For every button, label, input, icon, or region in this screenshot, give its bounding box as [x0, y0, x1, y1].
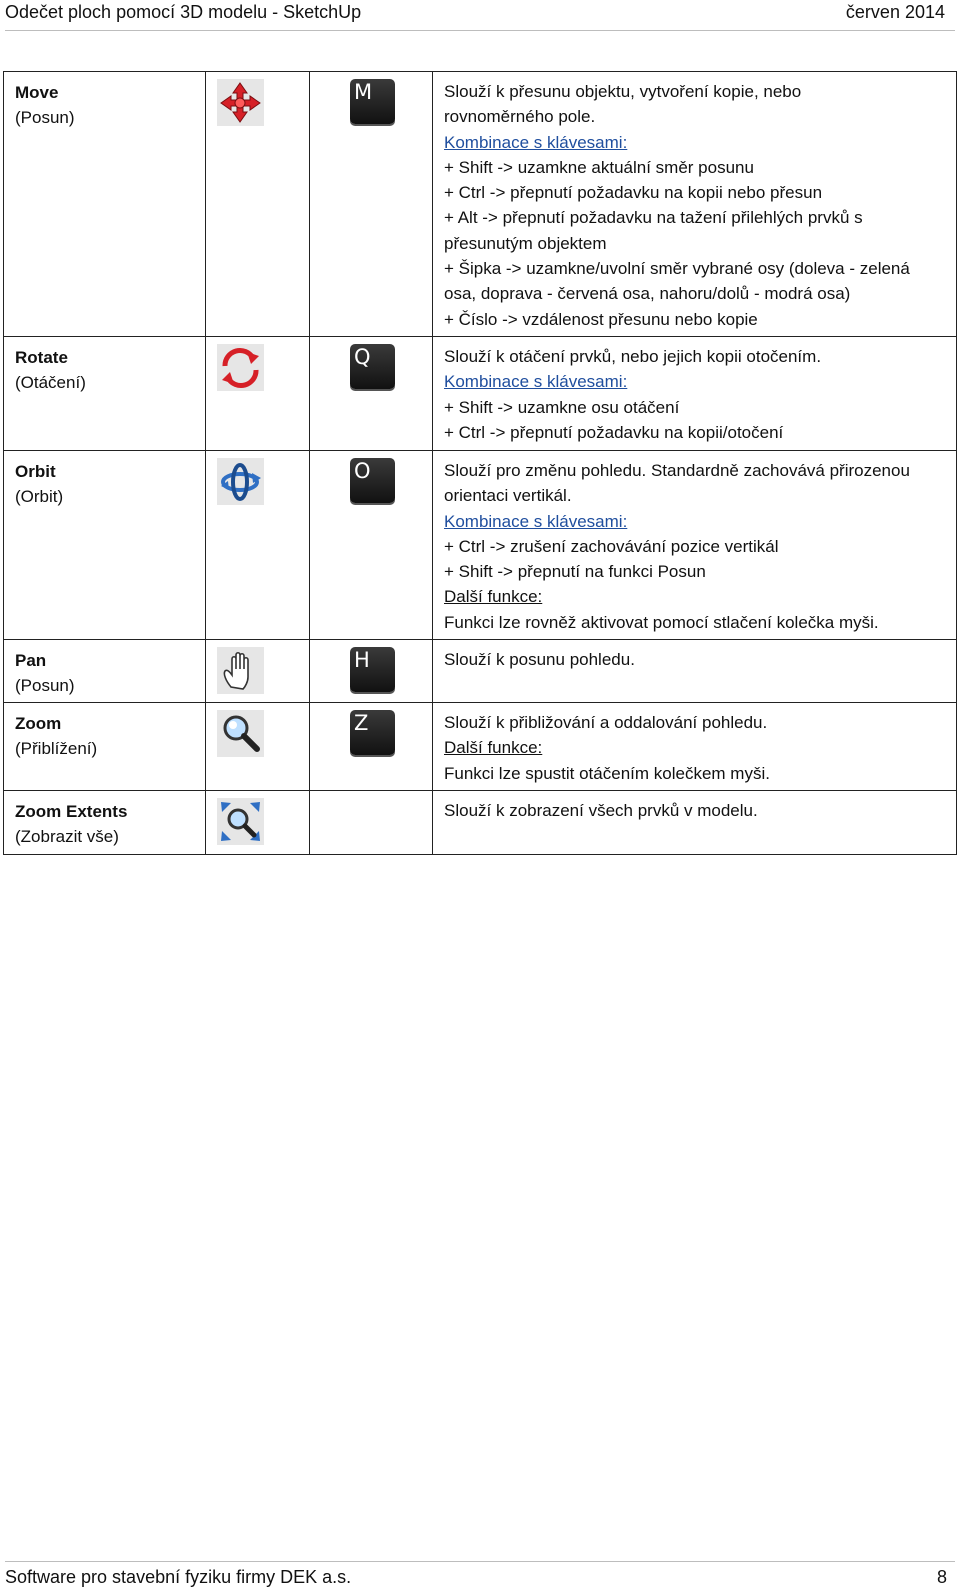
tool-description — [433, 336, 957, 450]
tool-icon-cell — [206, 450, 310, 639]
description-line: + Shift -> přepnutí na funkci Posun — [444, 562, 706, 582]
description-heading: Kombinace s klávesami: — [444, 132, 628, 152]
description-line: orientaci vertikál. — [444, 486, 572, 506]
tool-alias: (Zobrazit vše) — [15, 827, 119, 847]
table-row — [4, 336, 957, 450]
tool-alias: (Posun) — [15, 108, 75, 127]
tool-alias: (Otáčení) — [15, 372, 86, 392]
tool-icon-cell — [206, 703, 310, 791]
table-row — [4, 703, 957, 791]
shortcut-key-cell — [310, 791, 433, 855]
description-line: osa, doprava - červená osa, nahoru/dolů - modrá osa) — [444, 284, 851, 304]
description-line: Slouží pro změnu pohledu. Standardně zachovává přirozenou — [444, 460, 910, 480]
magnifier-icon — [217, 710, 264, 757]
tool-name-cell — [4, 72, 206, 337]
keyboard-key-icon: Q — [350, 344, 395, 389]
tool-name-cell — [4, 791, 206, 855]
description-line: + Číslo -> vzdálenost přesunu nebo kopie — [444, 309, 758, 329]
tool-description — [433, 791, 957, 855]
hand-icon — [217, 647, 264, 694]
description-line: + Ctrl -> zrušení zachovávání pozice vertikál — [444, 536, 779, 556]
description-heading: Kombinace s klávesami: — [444, 372, 628, 392]
description-line: Slouží k zobrazení všech prvků v modelu. — [444, 801, 758, 821]
move-icon — [217, 79, 264, 126]
tool-name-cell — [4, 450, 206, 639]
keyboard-key-icon: O — [350, 458, 395, 503]
description-line: + Ctrl -> přepnutí požadavku na kopii nebo přesun — [444, 183, 823, 203]
shortcut-key-cell — [310, 450, 433, 639]
page-footer — [5, 1561, 955, 1592]
tool-name: Pan — [15, 651, 47, 671]
tool-name-cell — [4, 703, 206, 791]
page-header — [5, 0, 955, 31]
tool-icon-cell — [206, 791, 310, 855]
description-line: Slouží k přibližování a oddalování pohledu. — [444, 713, 768, 733]
tool-alias: (Orbit) — [15, 486, 64, 506]
rotate-icon — [217, 344, 264, 391]
shortcut-key-cell — [310, 336, 433, 450]
tools-table — [3, 71, 957, 855]
description-heading: Další funkce: — [444, 587, 543, 607]
description-line: Slouží k posunu pohledu. — [444, 650, 635, 670]
table-row — [4, 791, 957, 855]
page-number: 8 — [936, 1567, 947, 1587]
description-line: Funkci lze rovněž aktivovat pomocí stlačení kolečka myši. — [444, 612, 879, 632]
shortcut-key-cell — [310, 72, 433, 337]
document-title: Odečet ploch pomocí 3D modelu - SketchUp — [5, 2, 362, 22]
tool-name: Zoom — [15, 714, 62, 734]
tool-description — [433, 640, 957, 703]
table-row — [4, 72, 957, 337]
zoom-extents-icon — [217, 798, 264, 845]
description-line: rovnoměrného pole. — [444, 107, 596, 127]
tool-name-cell — [4, 336, 206, 450]
tool-description — [433, 450, 957, 639]
shortcut-key-cell — [310, 640, 433, 703]
description-line: + Shift -> uzamkne osu otáčení — [444, 397, 680, 417]
tool-alias: (Posun) — [15, 676, 75, 696]
footer-text: Software pro stavební fyziku firmy DEK a.s. — [5, 1567, 352, 1587]
tool-alias: (Přiblížení) — [15, 739, 98, 759]
tool-description — [433, 72, 957, 337]
description-line: přesunutým objektem — [444, 233, 607, 253]
tool-name: Rotate — [15, 347, 68, 367]
document-date: červen 2014 — [845, 2, 945, 22]
keyboard-key-icon: Z — [350, 710, 395, 755]
tool-name: Zoom Extents — [15, 802, 128, 822]
tool-name: Move — [15, 83, 59, 102]
description-line: + Shift -> uzamkne aktuální směr posunu — [444, 157, 754, 177]
description-heading: Kombinace s klávesami: — [444, 511, 628, 531]
tool-name-cell — [4, 640, 206, 703]
tool-icon-cell — [206, 72, 310, 337]
description-line: + Šipka -> uzamkne/uvolní směr vybrané osy (doleva - zelená — [444, 259, 910, 279]
table-row — [4, 450, 957, 639]
tool-icon-cell — [206, 336, 310, 450]
description-line: Slouží k otáčení prvků, nebo jejich kopii otočením. — [444, 346, 822, 366]
table-row — [4, 640, 957, 703]
tool-icon-cell — [206, 640, 310, 703]
keyboard-key-icon: H — [350, 647, 395, 692]
shortcut-key-cell — [310, 703, 433, 791]
tool-name: Orbit — [15, 461, 56, 481]
keyboard-key-icon: M — [350, 79, 395, 124]
description-line: + Alt -> přepnutí požadavku na tažení přilehlých prvků s — [444, 208, 863, 228]
description-line: Slouží k přesunu objektu, vytvoření kopie, nebo — [444, 82, 802, 101]
description-line: Funkci lze spustit otáčením kolečkem myši. — [444, 763, 770, 783]
description-line: + Ctrl -> přepnutí požadavku na kopii/otočení — [444, 422, 784, 442]
tool-description — [433, 703, 957, 791]
description-heading: Další funkce: — [444, 738, 543, 758]
orbit-icon — [217, 458, 264, 505]
